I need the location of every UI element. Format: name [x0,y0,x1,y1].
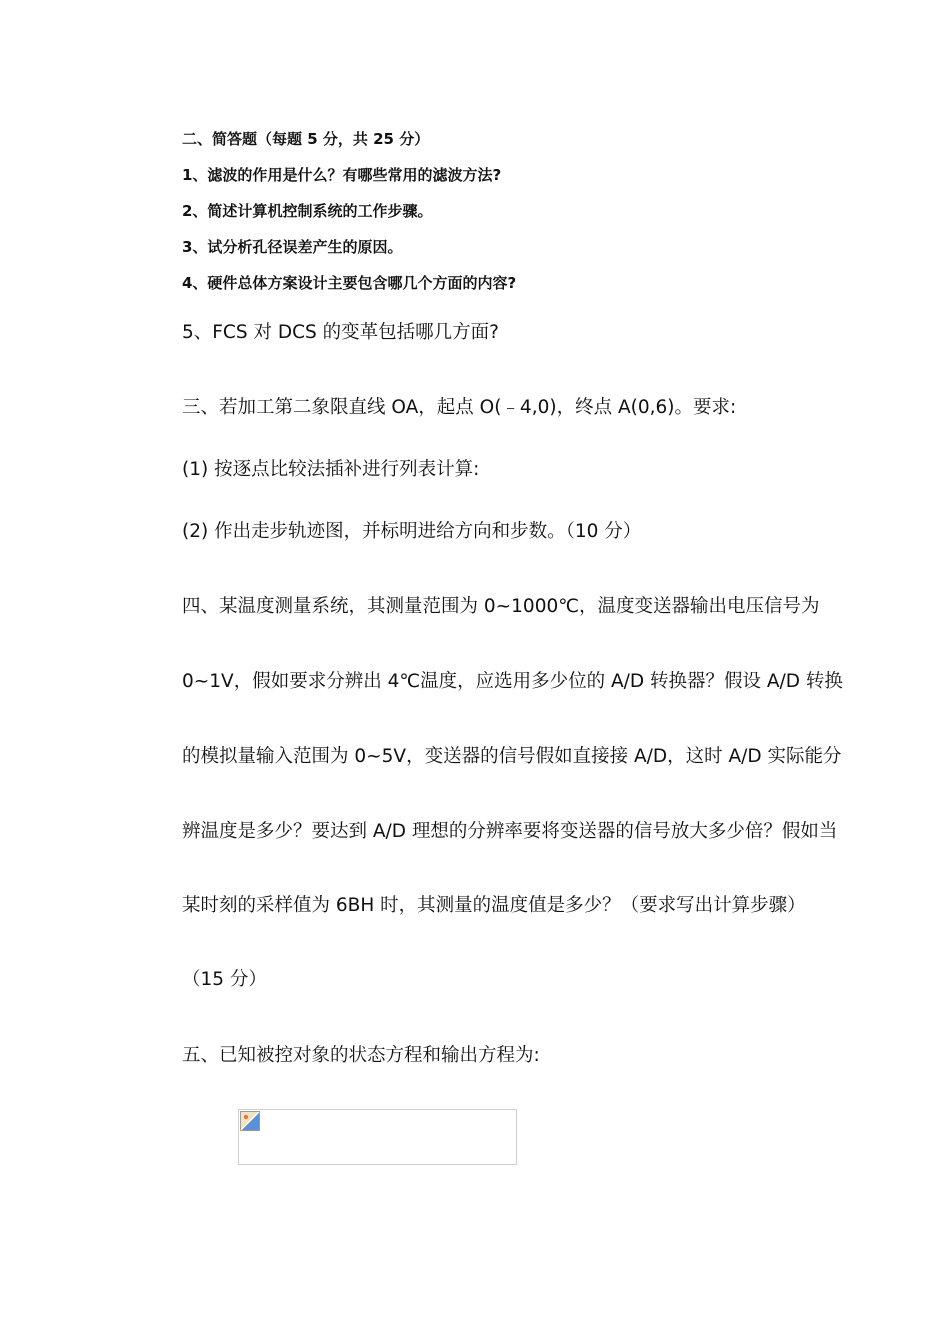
section4-line2: 0~1V，假如要求分辨出 4℃温度，应选用多少位的 A/D 转换器？假设 A/D 转换 [182,671,843,692]
section4-line1: 四、某温度测量系统，其测量范围为 0~1000℃，温度变送器输出电压信号为 [182,596,820,617]
section4-line4: 辨温度是多少？要达到 A/D 理想的分辨率要将变送器的信号放大多少倍？假如当 [182,821,838,842]
section4-line6: （15 分） [182,969,267,990]
question-5: 5、FCS 对 DCS 的变革包括哪几方面? [182,322,499,343]
equation-image-placeholder [238,1109,517,1165]
section3-heading: 三、若加工第二象限直线 OA，起点 O(﹣4,0)，终点 A(0,6)。要求: [182,397,737,418]
section4-line3: 的模拟量输入范围为 0~5V，变送器的信号假如直接接 A/D，这时 A/D 实际能分 [182,746,842,767]
question-4: 4、硬件总体方案设计主要包含哪几个方面的内容? [182,274,517,292]
question-3: 3、试分析孔径误差产生的原因。 [182,238,403,256]
section3-part2: (2) 作出走步轨迹图，并标明进给方向和步数。（10 分） [182,521,642,542]
question-2: 2、简述计算机控制系统的工作步骤。 [182,202,433,220]
section4-line5: 某时刻的采样值为 6BH 时，其测量的温度值是多少？（要求写出计算步骤） [182,895,806,916]
section2-heading: 二、简答题（每题 5 分，共 25 分） [182,130,430,148]
broken-image-icon [240,1111,260,1131]
section5-heading: 五、已知被控对象的状态方程和输出方程为: [182,1045,540,1066]
question-1: 1、滤波的作用是什么？有哪些常用的滤波方法? [182,166,502,184]
section3-part1: (1) 按逐点比较法插补进行列表计算: [182,459,480,480]
